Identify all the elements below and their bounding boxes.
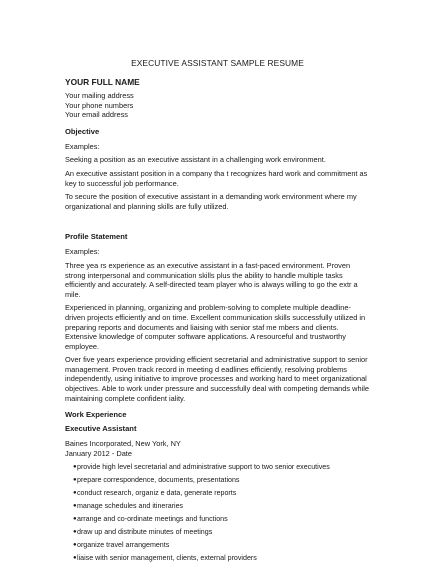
bullet-icon: ● bbox=[73, 503, 77, 510]
duty-text: prepare correspondence, documents, presentations bbox=[77, 476, 240, 485]
full-name: YOUR FULL NAME bbox=[65, 77, 140, 87]
contact-block bbox=[65, 91, 370, 120]
list-item bbox=[73, 515, 370, 524]
objective-item: An executive assistant position in a company tha t recognizes hard work and commitment as key to successful job performance. bbox=[65, 168, 368, 188]
bullet-icon: ● bbox=[73, 490, 77, 497]
employment-dates: January 2012 - Date bbox=[65, 448, 132, 458]
duty-text: manage schedules and itineraries bbox=[77, 502, 184, 511]
phone-numbers: Your phone numbers bbox=[65, 100, 134, 110]
list-item bbox=[73, 528, 370, 537]
objective-examples-label: Examples: bbox=[65, 141, 100, 151]
company-name: Baines Incorporated, New York, NY bbox=[65, 439, 181, 449]
duty-text: draw up and distribute minutes of meetings bbox=[77, 527, 213, 536]
objective-heading: Objective bbox=[65, 126, 100, 136]
duty-text: provide high level secretarial and administrative support to two senior executives bbox=[77, 463, 330, 472]
profile-item: Experienced in planning, organizing and problem-solving to complete multiple deadline-driven projects efficiently and on time. Excellent communication skills successfully utilized in preparing reports and documents and liaising with senior staf me mbers and clients. Extensive knowledge of computer software applications. A resourceful and trustworthy employee. bbox=[65, 303, 366, 351]
objective-item: Seeking a position as an executive assistant in a challenging work environment. bbox=[65, 155, 326, 165]
list-item bbox=[73, 463, 370, 472]
duty-text: arrange and co-ordinate meetings and functions bbox=[77, 515, 228, 524]
list-item bbox=[73, 541, 370, 550]
bullet-icon: ● bbox=[73, 541, 77, 548]
profile-item: Over five years experience providing efficient secretarial and administrative support to senior management. Proven track record in meeting d eadlines efficiently, resolving problems independently, using initiative to improve processes and working hard to meet organizational objectives. Able to work under pressure and successfully deal with competing demands while maintaining complete confident iality. bbox=[65, 355, 369, 403]
document-title: EXECUTIVE ASSISTANT SAMPLE RESUME bbox=[131, 58, 304, 68]
duty-text: organize travel arrangements bbox=[77, 540, 170, 549]
job-title: Executive Assistant bbox=[65, 424, 137, 434]
bullet-icon: ● bbox=[73, 554, 77, 561]
list-item bbox=[73, 502, 370, 511]
duty-text: conduct research, organiz e data, generate reports bbox=[77, 489, 237, 498]
profile-heading: Profile Statement bbox=[65, 232, 128, 242]
mailing-address: Your mailing address bbox=[65, 91, 134, 100]
list-item bbox=[73, 489, 370, 498]
list-item bbox=[73, 476, 370, 485]
duties-list bbox=[65, 463, 370, 563]
bullet-icon: ● bbox=[73, 528, 77, 535]
email-address: Your email address bbox=[65, 110, 128, 120]
work-experience-heading: Work Experience bbox=[65, 410, 127, 420]
duty-text: liaise with senior management, clients, external providers bbox=[77, 553, 257, 562]
bullet-icon: ● bbox=[73, 516, 77, 523]
list-item bbox=[73, 554, 370, 563]
bullet-icon: ● bbox=[73, 477, 77, 484]
profile-examples-label: Examples: bbox=[65, 247, 100, 257]
bullet-icon: ● bbox=[73, 464, 77, 471]
profile-item: Three yea rs experience as an executive assistant in a fast-paced environment. Proven strong interpersonal and communication skills plus the ability to handle multiple tasks efficiently and accurately. A self-directed team player who is always willing to go the extr a mile. bbox=[65, 260, 358, 299]
objective-item: To secure the position of executive assistant in a demanding work environment where my organizational and planning skills are fully utilized. bbox=[65, 192, 357, 211]
